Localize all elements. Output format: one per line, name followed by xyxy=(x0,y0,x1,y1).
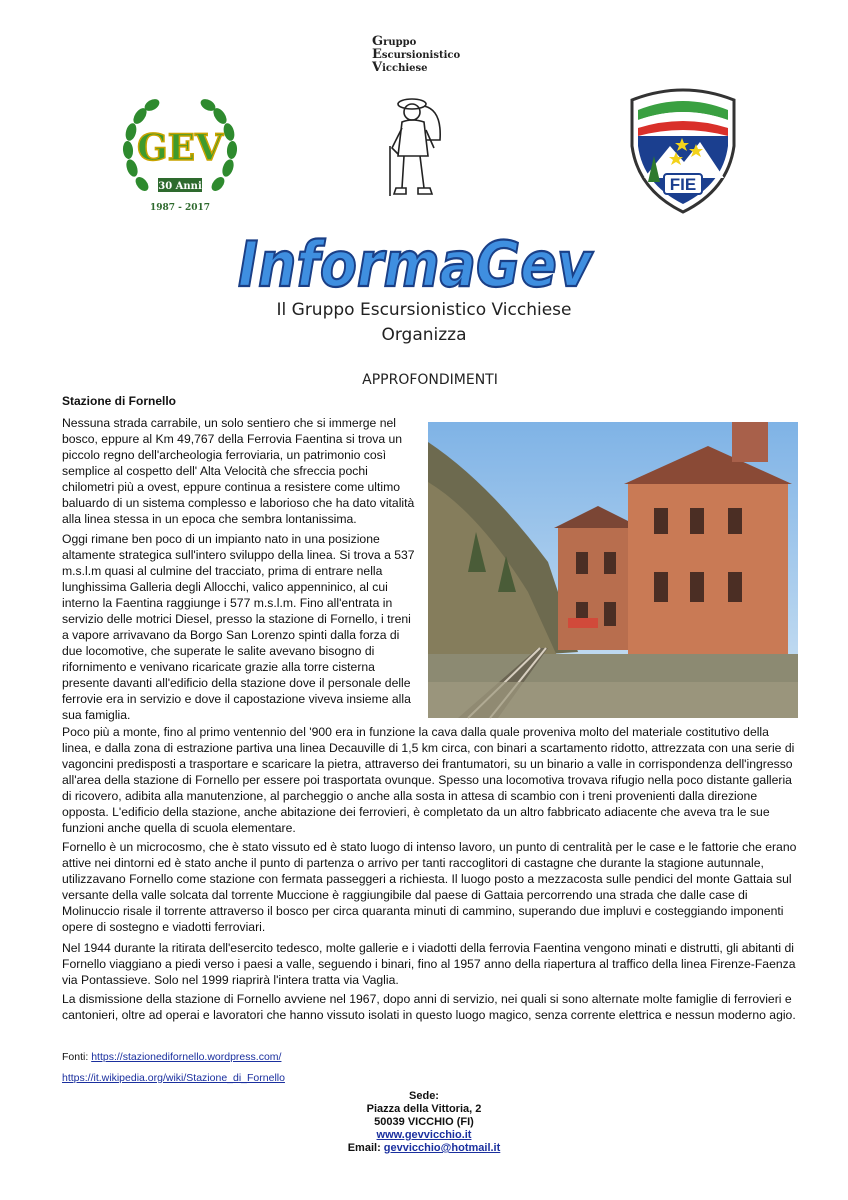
hiker-icon xyxy=(380,88,456,204)
footer-address xyxy=(320,1090,528,1155)
fie-label: FIE xyxy=(669,175,697,194)
gev-anniversary-logo xyxy=(118,96,242,214)
footer-email-link[interactable]: gevvicchio@hotmail.it xyxy=(383,1142,501,1154)
footer-sede: Sede: xyxy=(409,1090,439,1102)
article-paragraph-5: Nel 1944 durante la ritirata dell'esercito tedesco, molte gallerie e i viadotti della ferrovia Faentina vengono minati e distrutti, gli abitanti di Fornello viaggiano a piedi verso i paesi a valle, seguendo i binari, fino al 1957 anno della riapertura al traffico della linea Firenze-Faenza via Pontassieve. Solo nel 1999 riaprirà l'intera tratta via Vaglia. xyxy=(62,941,796,987)
subtitle-organizza: Organizza xyxy=(381,325,467,345)
article-paragraph-2: Oggi rimane ben poco di un impianto nato in una posizione altamente strategica sull'intero sviluppo della linea. Si trova a 537 m.s.l.m quasi al culmine del tracciato, prima di entrare nella lunghissima Galleria degli Allocchi, valico appenninico, al cui interno la Faentina raggiunge i 577 m.s.l.m. Fino all'entrata in servizio delle motrici Diesel, presso la stazione di Fornello, i treni a vapore arrivavano da Borgo San Lorenzo spinti dalla forza di due locomotive, che superate le salite avevano bisogno di rifornimento e venivano ricaricate grazie alla torre cisterna presente davanti all'edificio della stazione dove il personale delle ferrovie era in servizio e dove il capostazione viveva insieme alla sua famiglia. xyxy=(62,532,415,722)
footer-website-link[interactable]: www.gevvicchio.it xyxy=(376,1129,472,1141)
fie-logo xyxy=(624,86,742,216)
source-link-wikipedia[interactable]: https://it.wikipedia.org/wiki/Stazione_di_Fornello xyxy=(62,1072,285,1084)
anniversary-years: 1987 - 2017 xyxy=(149,203,211,213)
informagev-masthead xyxy=(234,228,596,301)
sources-label: Fonti: xyxy=(62,1051,89,1063)
article-paragraph-1: Nessuna strada carrabile, un solo sentiero che si immerge nel bosco, eppure al Km 49,767 della Ferrovia Faentina si trova un piccolo regno dell'archeologia ferroviaria, un patrimonio così semplice al cospetto dell' Alta Velocità che sfreccia pochi chilometri più a ovest, eppure continua a resistere come ultimo baluardo di un sistema complesso e laborioso che ha dato vitalità alla linea stessa in un epoca che sembra lontanissima. xyxy=(62,416,415,526)
article-title: Stazione di Fornello xyxy=(62,394,177,408)
footer-city: 50039 VICCHIO (FI) xyxy=(374,1116,474,1128)
source-link-wordpress[interactable]: https://stazionedifornello.wordpress.com/ xyxy=(91,1051,282,1063)
subtitle-group: Il Gruppo Escursionistico Vicchiese xyxy=(276,300,572,320)
svg-text:InformaGev: InformaGev xyxy=(238,228,595,301)
source-line-1 xyxy=(62,1051,281,1063)
article-paragraph-6: La dismissione della stazione di Fornello avviene nel 1967, dopo anni di servizio, nei quali si sono alternate molte famiglie di ferrovieri e cantonieri, oltre ad operai e lavoratori che hanno vissuto isolati in questo luogo magico, senza corrente elettrica e nessun moderno agio. xyxy=(62,992,796,1022)
station-photo xyxy=(428,422,798,718)
article-paragraph-3: Poco più a monte, fino al primo ventennio del '900 era in funzione la cava dalla quale proveniva molto del materiale costitutivo della linea, e dalla zona di estrazione partiva una linea Decauville di 1,5 km circa, con binari a scartamento ridotto, attrezzata con una serie di vagoncini predisposti a trasportare e scaricare la pietra, attraverso dei frantumatori, su un binario a valle in corrispondenza dell'ingresso all'area della stazione di Fornello per essere poi trasportata ovunque. Spesso una locomotiva trovava rifugio nella poco distante galleria di ricovero, adibita alla manutenzione, al parcheggio o anche alla sosta in attesa di scambio con i treni provenienti dalla direzione opposta. L'edificio della stazione, anche abitazione dei ferrovieri, è completato da un altro fabbricato adiacente che aveva tra le sue funzioni anche quella di scuola elementare. xyxy=(62,725,795,835)
anniversary-label: 30 Anni xyxy=(158,181,202,192)
article-paragraph-4: Fornello è un microcosmo, che è stato vissuto ed è stato luogo di intenso lavoro, un punto di centralità per le case e le fattorie che erano attive nei dintorni ed è stato anche il punto di partenza o arrivo per tanti raccoglitori di castagne che durante la stagione autunnale, utilizzavano Fornello come stazione con fermata passeggeri a richiesta. Il luogo posto a mezzacosta sulle pendici del monte Gattaia sul versante della valle solcata dal torrente Muccione è raggiungibile dal paese di Gattaia percorrendo una strada che dalle case di Molinuccio risale il torrente attraverso il bosco per circa quaranta minuti di cammino, superando due impluvi e costeggiando imponenti opere di sostegno e viadotti ferroviari. xyxy=(62,840,797,934)
footer-street: Piazza della Vittoria, 2 xyxy=(366,1103,482,1115)
source-line-2 xyxy=(62,1072,285,1084)
gev-letters: GEV xyxy=(136,127,224,169)
section-heading: APPROFONDIMENTI xyxy=(362,372,498,388)
group-name: Gruppo Escursionistico Vicchiese xyxy=(372,34,461,75)
footer-email-label: Email: xyxy=(347,1142,381,1154)
